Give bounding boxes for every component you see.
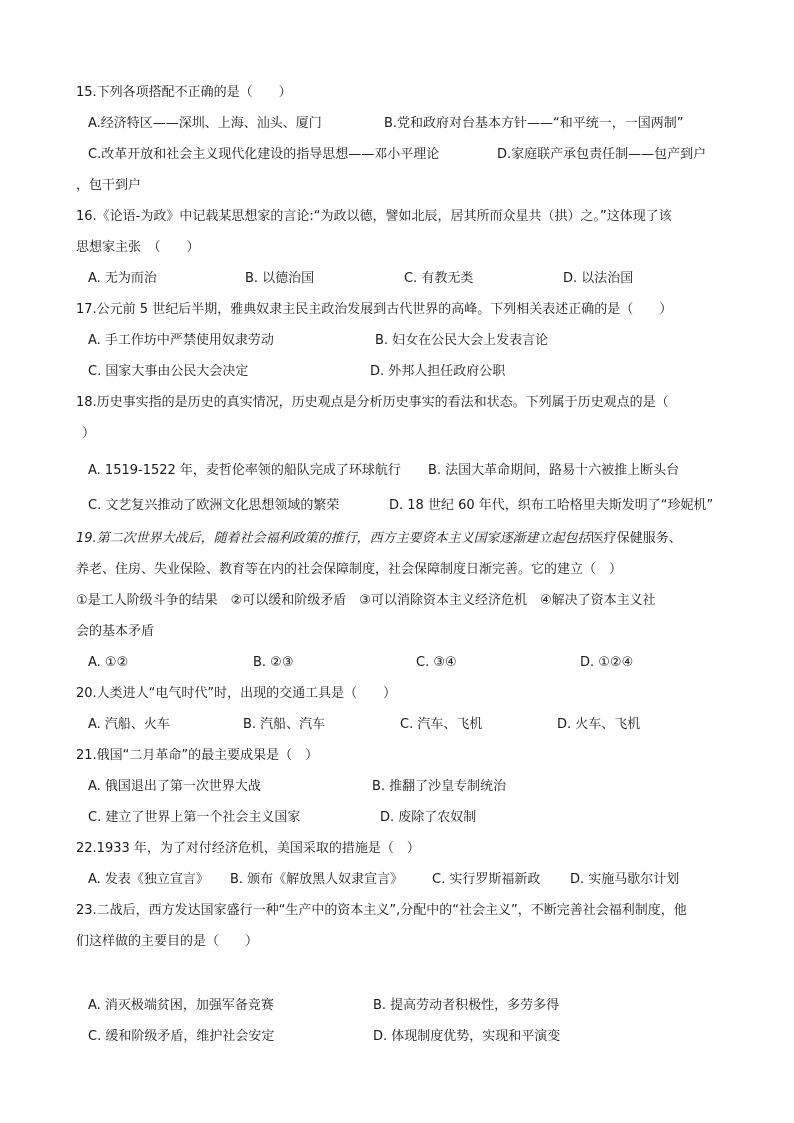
q22-option-c: C. 实行罗斯福新政 — [432, 872, 541, 887]
q16-stem: 16.《论语-为政》中记载某思想家的言论:“为政以德，譬如北辰，居其所而众星共（拱）之。”这体现了该 — [76, 209, 672, 224]
q20-option-b: B. 汽船、汽车 — [243, 717, 326, 732]
q17-option-b: B. 妇女在公民大会上发表言论 — [375, 333, 549, 348]
q16-option-c: C. 有教无类 — [404, 271, 474, 286]
q16-option-a: A. 无为而治 — [88, 271, 157, 286]
q19-stem-italic: 19.第二次世界大战后，随着社会福利政策的推行，西方主要资本主义国家逐渐建立起包括 — [76, 531, 591, 546]
q21-option-a: A. 俄国退出了第一次世界大战 — [88, 779, 261, 794]
q15-option-b: B.党和政府对台基本方针——“和平统一，一国两制” — [384, 116, 684, 131]
q15-option-d-cont: ，包干到户 — [76, 178, 142, 193]
q15-stem: 15.下列各项搭配不正确的是（ ） — [76, 85, 292, 100]
q23-stem: 23.二战后，西方发达国家盛行一种“生产中的资本主义”,分配中的“社会主义”，不断完善社会福利制度，他 — [76, 903, 687, 918]
q18-stem-cont: ） — [82, 426, 96, 441]
q16-stem-cont: 思想家主张 （ ） — [76, 240, 200, 255]
q20-option-c: C. 汽车、飞机 — [400, 717, 483, 732]
q18-option-b: B. 法国大革命期间，路易十六被推上断头台 — [428, 463, 680, 478]
q16-option-b: B. 以德治国 — [245, 271, 315, 286]
q19-option-b: B. ②③ — [253, 655, 294, 670]
q22-option-a: A. 发表《独立宣言》 — [88, 872, 209, 887]
q15-option-d: D.家庭联产承包责任制——包产到户 — [497, 147, 707, 162]
q17-stem: 17.公元前 5 世纪后半期，雅典奴隶主民主政治发展到古代世界的高峰。下列相关表述正确的是（ ） — [76, 302, 673, 317]
q20-stem: 20.人类进人“电气时代”时，出现的交通工具是（ ） — [76, 686, 397, 701]
q22-option-d: D. 实施马歇尔计划 — [570, 872, 680, 887]
q22-option-b: B. 颁布《解放黑人奴隶宣言》 — [230, 872, 404, 887]
q19-statements-cont: 会的基本矛盾 — [76, 624, 155, 639]
q17-option-c: C. 国家大事由公民大会决定 — [88, 364, 249, 379]
q19-option-d: D. ①②④ — [580, 655, 634, 670]
q19-statements: ①是工人阶级斗争的结果 ②可以缓和阶级矛盾 ③可以消除资本主义经济危机 ④解决了资本主义社 — [76, 593, 656, 608]
q21-stem: 21.俄国“二月革命”的最主要成果是（ ） — [76, 748, 319, 763]
q22-stem: 22.1933 年，为了对付经济危机，美国采取的措施是（ ） — [76, 841, 420, 856]
q17-option-a: A. 手工作坊中严禁使用奴隶劳动 — [88, 333, 274, 348]
q19-stem-rest: 医疗保健服务、 — [590, 531, 682, 546]
q23-option-a: A. 消灭极端贫困，加强军备竞赛 — [88, 998, 274, 1013]
q23-stem-cont: 们这样做的主要目的是（ ） — [76, 934, 259, 949]
q19-stem — [76, 530, 682, 548]
q23-option-d: D. 体现制度优势，实现和平演变 — [373, 1029, 561, 1044]
q16-option-d: D. 以法治国 — [563, 271, 634, 286]
q18-option-c: C. 文艺复兴推动了欧洲文化思想领域的繁荣 — [88, 498, 340, 513]
q20-option-a: A. 汽船、火车 — [88, 717, 170, 732]
q20-option-d: D. 火车、飞机 — [557, 717, 641, 732]
q21-option-b: B. 推翻了沙皇专制统治 — [372, 779, 507, 794]
q15-option-c: C.改革开放和社会主义现代化建设的指导思想——邓小平理论 — [88, 147, 440, 162]
q18-stem: 18.历史事实指的是历史的真实情况，历史观点是分析历史事实的看法和状态。下列属于历史观点的是（ — [76, 395, 669, 410]
q19-option-c: C. ③④ — [416, 655, 457, 670]
q21-option-d: D. 废除了农奴制 — [380, 810, 477, 825]
q15-option-a: A.经济特区——深圳、上海、汕头、厦门 — [88, 116, 322, 131]
q19-option-a: A. ①② — [88, 655, 129, 670]
q18-option-a: A. 1519-1522 年，麦哲伦率领的船队完成了环球航行 — [88, 463, 401, 478]
q21-option-c: C. 建立了世界上第一个社会主义国家 — [88, 810, 301, 825]
q17-option-d: D. 外邦人担任政府公职 — [370, 364, 506, 379]
q23-option-c: C. 缓和阶级矛盾，维护社会安定 — [88, 1029, 275, 1044]
q18-option-d: D. 18 世纪 60 年代，织布工哈格里夫斯发明了“珍妮机” — [389, 498, 714, 513]
q23-option-b: B. 提高劳动者积极性，多劳多得 — [373, 998, 560, 1013]
q19-stem-cont: 养老、住房、失业保险、教育等在内的社会保障制度，社会保障制度日渐完善。它的建立（ ） — [76, 562, 623, 577]
